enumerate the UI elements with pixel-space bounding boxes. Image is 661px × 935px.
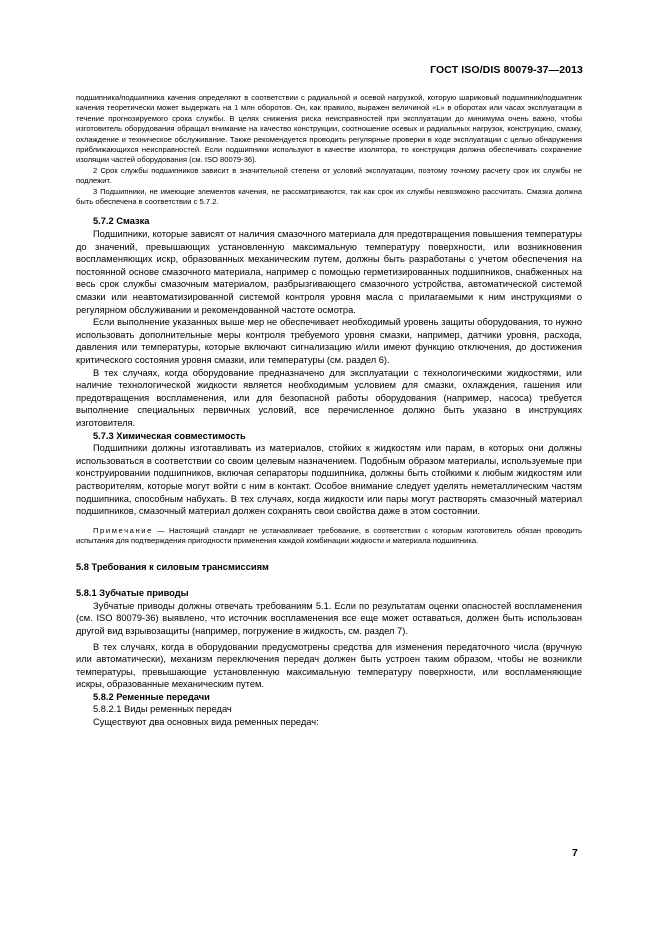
heading-5-8-2-1: 5.8.2.1 Виды ременных передач xyxy=(93,704,232,715)
standard-designation: ГОСТ ISO/DIS 80079-37—2013 xyxy=(430,64,583,76)
paragraph-5-7-2-c: В тех случаях, когда оборудование предназначено для эксплуатации с технологическими жидкостями, или наличие технологической жидкости является необходимым условием для смазки, охлаждения, гашения или предотвращения воспламенения, или для безопасной работы оборудования (например, насоса) требуется выполнение специальных первичных условий, все перечисленное должно быть указано в инструкциях изготовителя. xyxy=(76,367,582,428)
note-5-7-3 xyxy=(76,526,582,547)
paragraph-5-7-2-b: Если выполнение указанных выше мер не обеспечивает необходимый уровень защиты оборудования, то нужно использовать дополнительные меры контроля требуемого уровня смазки, например, датчики уровня, расхода, давления или температуры, которые включают сигнализацию и/или имеют функцию отключения, до достижения критического состояния уровня смазки, или температуры (см. раздел 6). xyxy=(76,317,582,365)
paragraph-5-8-1-a: Зубчатые приводы должны отвечать требованиям 5.1. Если по результатам оценки опасностей воспламенения (см. ISO 80079-36) выявлено, что источник воспламенения все еще может оставаться, должен быть использован другой вид взрывозащиты (например, погружение в жидкость, см. раздел 7). xyxy=(76,600,582,636)
heading-5-8: 5.8 Требования к силовым трансмиссиям xyxy=(76,561,269,572)
note-label: Примечание xyxy=(93,525,153,535)
paragraph-5-8-1-b: В тех случаях, когда в оборудовании предусмотрены средства для изменения передаточного числа (вручную или автоматически), механизм переключения передач должен быть устроен таким образом, чтобы не возникли температуры, превышающие установленную максимальную температуру поверхности, или воспламеняющие искры, образованные механическим путем. xyxy=(76,641,582,690)
paragraph-5-7-3: Подшипники должны изготавливать из материалов, стойких к жидкостям или парам, в которых они должны использоваться в соответствии со своим целевым назначением. Подобным образом материалы, используемые при конструировании подшипников, включая сепараторы подшипника, должны быть стойкими к любым жидкостям или растворителям, которые могут войти с ним в контакт. Особое внимание следует уделять неметаллическим частям подшипника, способным набухать. В тех случаях, когда жидкости или пары могут растворять смазочный материал подшипников, смазочный материал должен сохранять свои свойства даже в этом состоянии. xyxy=(76,443,582,517)
paragraph-5-8-2-1: Существуют два основных вида ременных передач: xyxy=(93,717,319,728)
note-text: — Настоящий стандарт не устанавливает требование, в соответствии с которым изготовитель обязан проводить испытания для подтверждения пригодности применения каждой комбинации жидкости и материала подшипника. xyxy=(76,525,582,546)
continued-paragraph: подшипника/подшипника качения определяют в соответствии с радиальной и осевой нагрузкой, которую шариковый подшипник/подшипник качения теоретически может выдержать на 1 млн оборотов. Он, как правило, выражен величиной «L» в оборотах или часах эксплуатации в течение прогнозируемого срока службы. В целях снижения риска неисправностей при эксплуатации до минимума очень важно, чтобы изготовитель оборудования обращал внимание на качество конструкции, соотношение осевых и радиальных нагрузок, конструкцию, смазку, охлаждение и техническое обслуживание. Также рекомендуется проводить регулярные проверки в ходе эксплуатации с целью обнаружения приближающихся неисправностей. Если подшипники используют в качестве изолятора, то конструкция должна обеспечивать сохранение изоляции частей оборудования (см. ISO 80079-36). xyxy=(76,93,582,165)
paragraph-5-7-2-a: Подшипники, которые зависят от наличия смазочного материала для предотвращения повышения температуры до значений, превышающих установленную максимальную температуру поверхности, или возникновения воспламеняющих искр, образованных механическим путем, должны быть разработаны с учетом обеспечения на постоянной основе смазочного материала, например с помощью герметизированных подшипников, снабженных на весь срок службы смазочным материалом, разбрызгивающего смазочного устройства, автоматической системой смазки или неавтоматизированной системой контроля уровня масла с прилагаемыми к ним инструкциями о регулярном обслуживании и рекомендованной частоте осмотра. xyxy=(76,229,582,315)
heading-5-7-2: 5.7.2 Смазка xyxy=(93,216,150,227)
page-content xyxy=(76,93,582,729)
heading-5-7-3: 5.7.3 Химическая совместимость xyxy=(93,430,246,441)
footnote-3: 3 Подшипники, не имеющие элементов качения, не рассматриваются, так как срок их службы невозможно рассчитать. Смазка должна быть обеспечена в соответствии с 5.7.2. xyxy=(76,186,582,207)
footnote-2: 2 Срок службы подшипников зависит в значительной степени от условий эксплуатации, поэтому точному расчету срок их службы не подлежит. xyxy=(76,165,582,186)
page-number: 7 xyxy=(572,847,578,859)
heading-5-8-2: 5.8.2 Ременные передачи xyxy=(93,691,210,702)
heading-5-8-1: 5.8.1 Зубчатые приводы xyxy=(76,588,189,599)
